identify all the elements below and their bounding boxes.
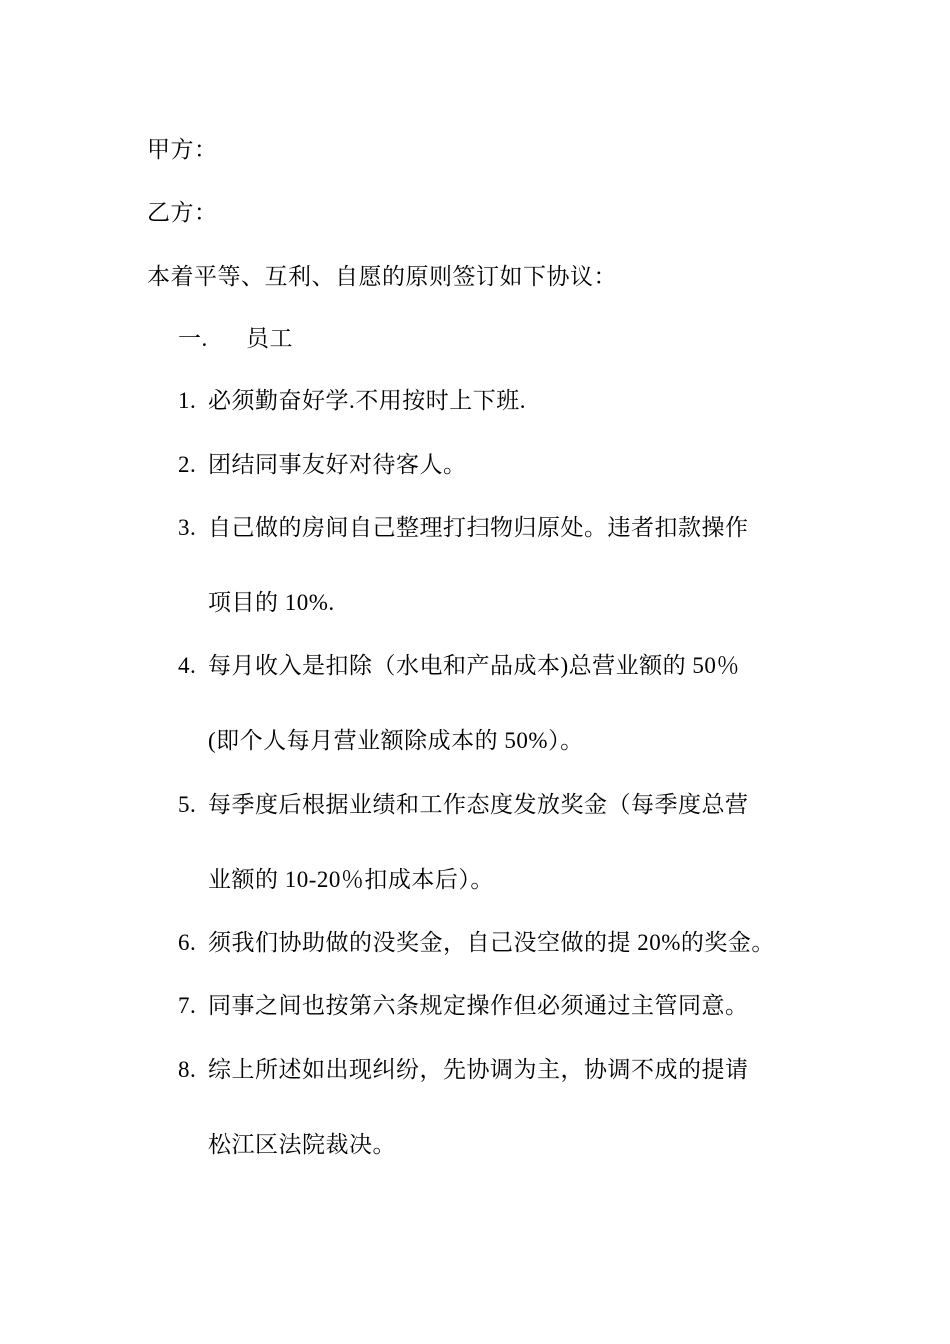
- party-a-label: 甲方：: [147, 137, 218, 162]
- item-text: 必须勤奋好学.不用按时上下班.: [208, 388, 526, 413]
- list-item: [178, 513, 749, 543]
- item-text: 团结同事友好对待客人。: [208, 452, 467, 477]
- list-item: [178, 450, 467, 480]
- item-number: 4.: [178, 653, 197, 678]
- item-text: 综上所述如出现纠纷，先协调为主，协调不成的提请: [208, 1057, 749, 1082]
- list-item: [178, 790, 749, 820]
- section-number: 一.: [178, 326, 208, 351]
- intro-paragraph: 本着平等、互利、自愿的原则签订如下协议：: [147, 264, 617, 289]
- item-text: 每季度后根据业绩和工作态度发放奖金（每季度总营: [208, 792, 749, 817]
- item-text: 自己做的房间自己整理打扫物归原处。违者扣款操作: [208, 515, 749, 540]
- item-text-continuation: (即个人每月营业额除成本的 50%）。: [208, 728, 584, 753]
- item-text-continuation: 业额的 10-20％扣成本后）。: [208, 867, 494, 892]
- item-number: 8.: [178, 1057, 197, 1082]
- item-number: 6.: [178, 930, 197, 955]
- item-text-continuation: 项目的 10%.: [208, 590, 335, 615]
- item-number: 7.: [178, 993, 197, 1018]
- list-item: [178, 651, 740, 681]
- item-text: 每月收入是扣除（水电和产品成本)总营业额的 50％: [208, 653, 740, 678]
- item-number: 3.: [178, 515, 197, 540]
- item-text: 须我们协助做的没奖金，自己没空做的提 20%的奖金。: [208, 930, 775, 955]
- section-title: 员工: [246, 326, 293, 351]
- list-item: [178, 386, 526, 416]
- item-text-continuation: 松江区法院裁决。: [208, 1132, 396, 1157]
- item-number: 2.: [178, 452, 197, 477]
- list-item: [178, 1055, 749, 1085]
- section-heading: [178, 324, 293, 354]
- item-number: 5.: [178, 792, 197, 817]
- list-item: [178, 991, 749, 1021]
- item-number: 1.: [178, 388, 197, 413]
- item-text: 同事之间也按第六条规定操作但必须通过主管同意。: [208, 993, 749, 1018]
- list-item: [178, 928, 775, 958]
- party-b-label: 乙方：: [147, 200, 218, 225]
